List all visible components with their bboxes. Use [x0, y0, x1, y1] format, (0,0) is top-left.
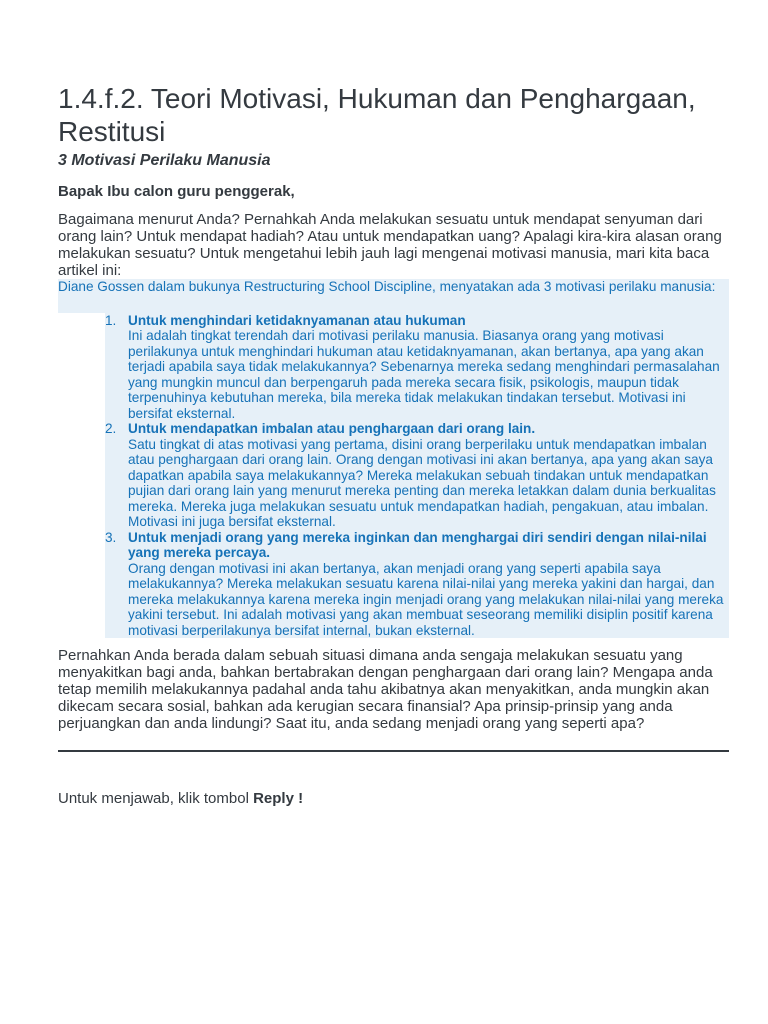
- reply-instruction: [58, 790, 729, 808]
- list-item-body: Satu tingkat di atas motivasi yang pertama, disini orang berperilaku untuk mendapatkan imbalan atau penghargaan dari orang lain. Orang dengan motivasi ini akan bertanya, apa yang akan saya dapatkan apabila saya melakukannya? Mereka melakukan sebuah tindakan untuk mendapatkan pujian dari orang lain yang menurut mereka penting dan mereka letakkan dalam dunia berkualitas mereka. Mereka juga melakukan sesuatu untuk mendapatkan hadiah, pengakuan, atau imbalan. Motivasi ini juga bersifat eksternal.: [128, 436, 716, 529]
- list-item: [105, 421, 727, 530]
- greeting: Bapak Ibu calon guru penggerak,: [58, 183, 295, 200]
- divider: [58, 750, 729, 752]
- page-title: 1.4.f.2. Teori Motivasi, Hukuman dan Penghargaan, Restitusi: [58, 83, 696, 147]
- list-item-heading: Untuk menjadi orang yang mereka inginkan dan menghargai diri sendiri dengan nilai-nilai yang mereka percaya.: [128, 529, 707, 560]
- list-item-number: 1.: [105, 312, 117, 328]
- list-item-number: 2.: [105, 421, 117, 436]
- reply-instruction-text: Untuk menjawab, klik tombol: [58, 790, 254, 807]
- list-item-heading: Untuk menghindari ketidaknyamanan atau hukuman: [128, 312, 466, 328]
- motivation-list: [105, 313, 727, 639]
- post-content: [58, 82, 729, 808]
- list-item-body: Ini adalah tingkat terendah dari motivasi perilaku manusia. Biasanya orang yang motivasi perilakunya untuk menghindari hukuman atau ketidaknyamanan, akan bertanya, apa yang akan terjadi apabila saya tidak melakukannya? Sebenarnya mereka sedang menghindari permasalahan yang mungkin muncul dan berpengaruh pada mereka secara fisik, psikologis, maupun tidak terpenuhinya kebutuhan mereka, bila mereka tidak melakukan tindakan tersebut. Motivasi ini bersifat eksternal.: [128, 328, 720, 421]
- quote-intro: Diane Gossen dalam bukunya Restructuring School Discipline, menyatakan ada 3 motivasi perilaku manusia:: [58, 279, 716, 294]
- list-item-number: 3.: [105, 529, 117, 545]
- page-subtitle: 3 Motivasi Perilaku Manusia: [58, 152, 271, 169]
- closing-paragraph: Pernahkan Anda berada dalam sebuah situasi dimana anda sengaja melakukan sesuatu yang menyakitkan bagi anda, bahkan bertabrakan dengan penghargaan dari orang lain? Mengapa anda tetap memilih melakukannya padahal anda tahu akibatnya akan menyakitkan, anda mungkin akan dikecam secara sosial, bahkan ada kerugian secara finansial? Apa prinsip-prinsip yang anda perjuangkan dan anda lindungi? Saat itu, anda sedang menjadi orang yang seperti apa?: [58, 647, 713, 732]
- list-item-heading: Untuk mendapatkan imbalan atau penghargaan dari orang lain.: [128, 421, 536, 436]
- reply-button-label[interactable]: Reply !: [253, 790, 304, 807]
- intro-paragraph: Bagaimana menurut Anda? Pernahkah Anda melakukan sesuatu untuk mendapat senyuman dari orang lain? Untuk mendapat hadiah? Atau untuk mendapatkan uang? Apalagi kira-kira alasan orang melakukan sesuatu? Untuk mengetahui lebih jauh lagi mengenai motivasi manusia, mari kita baca artikel ini:: [58, 211, 722, 279]
- list-item: [105, 313, 727, 422]
- list-item: [105, 530, 727, 639]
- list-item-body: Orang dengan motivasi ini akan bertanya, akan menjadi orang yang seperti apabila saya melakukannya? Mereka melakukan sesuatu karena nilai-nilai yang mereka yakini dan hargai, dan mereka melakukannya karena mereka ingin menjadi orang yang melakukan nilai-nilai yang mereka yakini tersebut. Ini adalah motivasi yang akan membuat seseorang memiliki disiplin positif karena motivasi berperilakunya bersifat internal, bukan eksternal.: [128, 560, 724, 638]
- quote-block: [58, 279, 729, 638]
